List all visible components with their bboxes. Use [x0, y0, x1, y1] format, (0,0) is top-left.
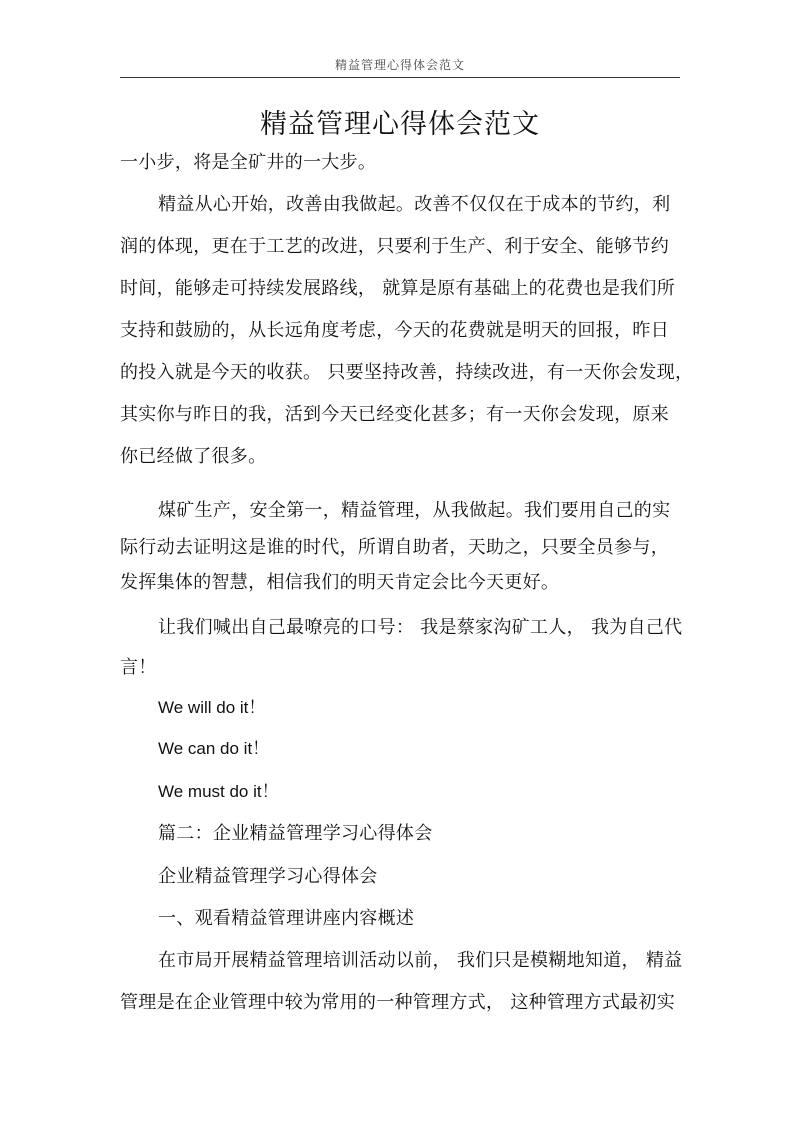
section-heading: 篇二：企业精益管理学习心得体会 — [158, 823, 433, 844]
section-subheading: 一、观看精益管理讲座内容概述 — [158, 908, 415, 929]
text-line: 其实你与昨日的我，活到今天已经变化甚多；有一天你会发现，原来 — [120, 404, 669, 425]
paragraph-first-line: 精益从心开始，改善由我做起。改善不仅仅在于成本的节约，利 — [158, 194, 671, 215]
text-line: 你已经做了很多。 — [120, 446, 267, 467]
running-header: 精益管理心得体会范文 — [334, 58, 465, 72]
text-line: 润的体现，更在于工艺的改进，只要利于生产、利于安全、能够节约 — [120, 236, 669, 257]
slogan-line: We will do it！ — [158, 698, 266, 717]
slogan-line: We must do it！ — [158, 782, 279, 801]
slogan-line: We can do it！ — [158, 739, 270, 758]
section-subtitle: 企业精益管理学习心得体会 — [158, 866, 378, 887]
text-line: 发挥集体的智慧，相信我们的明天肯定会比今天更好。 — [120, 572, 560, 593]
paragraph-first-line: 煤矿生产，安全第一，精益管理，从我做起。我们要用自己的实 — [158, 500, 671, 521]
text-line: 一小步，将是全矿井的一大步。 — [120, 152, 377, 173]
paragraph-first-line: 让我们喊出自己最嘹亮的口号： 我是蔡家沟矿工人， 我为自己代 — [158, 617, 683, 638]
text-line: 言！ — [120, 657, 157, 678]
text-line: 际行动去证明这是谁的时代，所谓自助者，天助之，只要全员参与， — [120, 537, 669, 558]
text-line: 的投入就是今天的收获。 只要坚持改善，持续改进，有一天你会发现， — [120, 362, 694, 383]
paragraph-first-line: 在市局开展精益管理培训活动以前， 我们只是模糊地知道， 精益 — [158, 950, 683, 971]
text-line: 支持和鼓励的，从长远角度考虑，今天的花费就是明天的回报，昨日 — [120, 320, 669, 341]
header-divider — [120, 77, 680, 78]
document-title: 精益管理心得体会范文 — [260, 109, 540, 140]
text-line: 管理是在企业管理中较为常用的一种管理方式， 这种管理方式最初实 — [120, 992, 676, 1013]
text-line: 时间，能够走可持续发展路线， 就算是原有基础上的花费也是我们所 — [120, 278, 676, 299]
